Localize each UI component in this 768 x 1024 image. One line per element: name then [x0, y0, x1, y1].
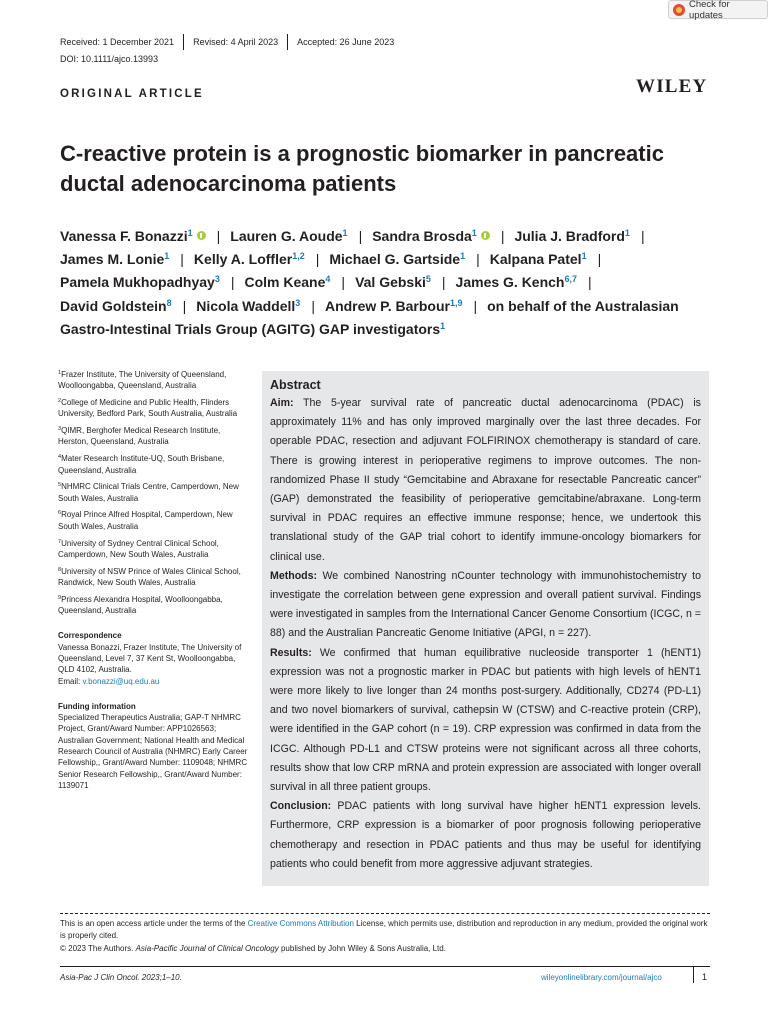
- correspondence-heading: Correspondence: [58, 631, 122, 641]
- orcid-icon[interactable]: [481, 231, 490, 240]
- funding-heading: Funding information: [58, 701, 136, 711]
- author[interactable]: Val Gebski$^5$: [355, 274, 431, 291]
- paper-title: C-reactive protein is a prognostic biomarker in pancreatic ductal adenocarcinoma patients: [60, 141, 664, 196]
- author-group[interactable]: on behalf of the Australasian Gastro-Intestinal Trials Group (AGITG) GAP investigators$^1$: [60, 297, 679, 337]
- footer-divider: [60, 913, 710, 914]
- affiliation: $^1$Frazer Institute, The University of Queensland, Woolloongabba, Queensland, Australia: [58, 370, 227, 391]
- publisher-logo: WILEY: [636, 76, 708, 97]
- abstract-body: [270, 394, 701, 874]
- author[interactable]: Vanessa F. Bonazzi$^1$: [60, 228, 206, 244]
- article-dates: [60, 35, 394, 49]
- check-for-updates-label: Check for updates: [689, 0, 730, 21]
- affiliation: $^9$Princess Alexandra Hospital, Woolloongabba, Queensland, Australia: [58, 594, 223, 616]
- abstract-results: Results: We confirmed that human equilibrative nucleoside transporter 1 (hENT1) expression was not a prognostic marker in PDAC but patients with high levels of hENT1 were more likely to live longer than 24 months post-surgery. Additionally, CD274 (PD-L1) and two novel biomarkers of survival, cathepsin W (CTSW) and C-reactive protein (CRP), were identified in the GAP cohort (n = 19). CRP expression was confirmed in data from the ICGC. Although PD-L1 and CTSW proteins were not significant across all three cohorts, results show that low CRP mRNA and protein expression are associated with longer overall survival in all three patient groups.: [270, 646, 701, 794]
- author[interactable]: Sandra Brosda$^1$: [372, 228, 490, 244]
- email-link[interactable]: v.bonazzi@uq.edu.au: [82, 676, 160, 686]
- author[interactable]: James G. Kench$^{6,7}$: [455, 274, 577, 291]
- author[interactable]: Nicola Waddell$^3$: [196, 297, 301, 314]
- accepted-date: Accepted: 26 June 2023: [297, 37, 395, 47]
- abstract-aim: Aim: The 5-year survival rate of pancreatic ductal adenocarcinoma (PDAC) is approximately 11% and has only improved marginally over the last three decades. For operable PDAC, resection and adjuvant FOLFIRINOX chemotherapy is standard of care. There is growing interest in perioperative regimens to improve outcomes. The non-randomized Phase II study “Gemcitabine and Abraxane for resectable Pancreatic cancer” (GAP) demonstrated the feasibility of perioperative gemcitabine/abraxane. Long-term survival in PDAC requires an effective immune response; hence, we undertook this translational study of the GAP trial cohort to identify immune-oncology biomarkers for clinical use.: [270, 397, 701, 563]
- author[interactable]: James M. Lonie$^1$: [60, 251, 170, 268]
- footer-rule: [60, 966, 710, 967]
- affiliation: $^3$QIMR, Berghofer Medical Research Institute, Herston, Queensland, Australia: [58, 426, 221, 447]
- copyright: © 2023 The Authors. Asia-Pacific Journal of Clinical Oncology published by John Wiley & Sons Australia, Ltd.: [60, 944, 446, 953]
- received-date: Received: 1 December 2021: [60, 37, 175, 47]
- affiliations: [58, 369, 248, 791]
- abstract-methods: Methods: We combined Nanostring nCounter technology with immunohistochemistry to investigate the correlation between gene expression and overall patient survival. Findings were investigated in samples from the International Cancer Genome Consortium (ICGC, n = 88) and the Australian Pancreatic Genome Initiative (APGI, n = 227).: [270, 569, 701, 640]
- journal-citation: Asia-Pac J Clin Oncol. 2023;1–10.: [60, 973, 182, 982]
- author[interactable]: Pamela Mukhopadhyay$^3$: [60, 274, 220, 291]
- check-for-updates-icon: [673, 4, 685, 16]
- author[interactable]: Michael G. Gartside$^1$: [329, 251, 466, 268]
- author[interactable]: Kelly A. Loffler$^{1,2}$: [193, 251, 305, 268]
- affiliation: $^6$Royal Prince Alfred Hospital, Camperdown, New South Wales, Australia: [58, 510, 233, 531]
- author[interactable]: Kalpana Patel$^1$: [489, 251, 587, 268]
- author[interactable]: Colm Keane$^4$: [244, 274, 331, 291]
- journal-url-link[interactable]: wileyonlinelibrary.com/journal/ajco: [541, 973, 662, 982]
- affiliation: $^8$University of NSW Prince of Wales Clinical School, Randwick, New South Wales, Australia: [58, 566, 241, 587]
- affiliation: $^5$NHMRC Clinical Trials Centre, Camperdown, New South Wales, Australia: [58, 482, 239, 503]
- doi: DOI: 10.1111/ajco.13993: [60, 54, 159, 64]
- author[interactable]: Andrew P. Barbour$^{1,9}$: [324, 297, 463, 314]
- divider: [183, 34, 184, 50]
- orcid-icon[interactable]: [197, 231, 206, 240]
- author[interactable]: Julia J. Bradford$^1$: [514, 228, 630, 244]
- author[interactable]: Lauren G. Aoude$^1$: [230, 228, 348, 244]
- creative-commons-link[interactable]: Creative Commons Attribution: [247, 919, 354, 928]
- affiliation: $^4$Mater Research Institute-UQ, South Brisbane, Queensland, Australia: [58, 454, 225, 475]
- abstract-heading: Abstract: [270, 378, 321, 392]
- page-number: 1: [702, 972, 708, 982]
- page-divider: [693, 967, 694, 983]
- affiliation: $^2$College of Medicine and Public Health, Flinders University, Bedford Park, South Australia, Australia: [58, 398, 238, 419]
- affiliation: $^7$University of Sydney Central Clinical School, Camperdown, New South Wales, Australia: [58, 538, 219, 559]
- abstract-box: [262, 371, 709, 886]
- divider: [287, 34, 288, 50]
- article-type: ORIGINAL ARTICLE: [60, 88, 204, 100]
- author[interactable]: David Goldstein$^8$: [60, 297, 172, 314]
- check-for-updates-button[interactable]: [668, 0, 768, 19]
- funding-text: Specialized Therapeutics Australia; GAP-T NHMRC Project, Grant/Award Number: APP1026563; Australian Government; National Health and Medical Research Council of Australia (NHMRC) Early Career Fellowship,, Grant/Award Number: 1109048; NHMRC Senior Research Fellowship,, Grant/Award Number: 1139071: [58, 713, 248, 790]
- author-list: Vanessa F. Bonazzi$^1$ | Lauren G. Aoude$^1$ | Sandra Brosda$^1$ | Julia J. Bradford$^1$ | James M. Lonie$^1$ | Kelly A. Loffler$^{1,2}$ | Michael G. Gartside$^1$ | Kalpana Patel$^1$ | Pamela Mukhopadhyay$^3$ | Colm Keane$^4$ | Val Gebski$^5$ | James G. Kench$^{6,7}$ | David Goldstein$^8$ | Nicola Waddell$^3$ | Andrew P. Barbour$^{1,9}$ | on behalf of the Australasian Gastro-Intestinal Trials Group (AGITG) GAP investigators$^1$: [60, 228, 679, 337]
- correspondence-text: Vanessa Bonazzi, Frazer Institute, The University of Queensland, Level 7, 37 Kent St, Woolloongabba, QLD 4102, Australia. Email: v.bonazzi@uq.edu.au: [58, 642, 242, 686]
- license-text: This is an open access article under the terms of the Creative Commons Attribution License, which permits use, distribution and reproduction in any medium, provided the original work is properly cited.: [60, 919, 708, 940]
- abstract-conclusion: Conclusion: PDAC patients with long survival have higher hENT1 expression levels. Furthermore, CRP expression is a biomarker of poor prognosis following perioperative chemotherapy and resection in PDAC patients and thus may be useful for identifying patients who could benefit from more aggressive adjuvant strategies.: [270, 800, 701, 870]
- revised-date: Revised: 4 April 2023: [193, 37, 279, 47]
